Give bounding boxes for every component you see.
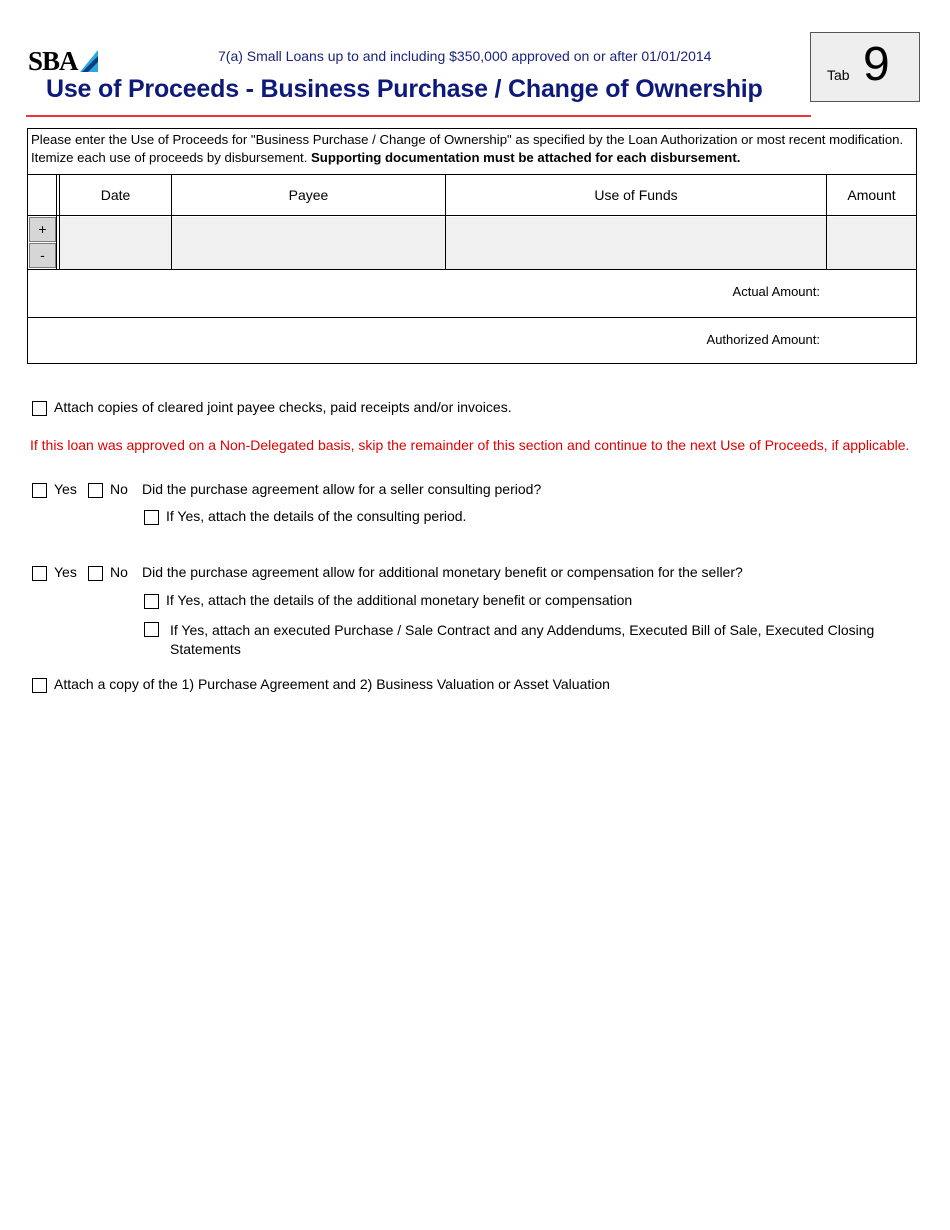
q1-yes-label: Yes xyxy=(54,481,77,497)
row-divider xyxy=(28,215,916,216)
tab-indicator xyxy=(810,32,920,102)
payee-input[interactable] xyxy=(172,217,445,269)
q2-attach1-checkbox[interactable] xyxy=(144,594,159,609)
q2-attach2-checkbox[interactable] xyxy=(144,622,159,637)
row-divider xyxy=(28,317,916,318)
col-divider xyxy=(56,174,57,269)
use-of-proceeds-table xyxy=(27,128,917,364)
attach-agreement-checkbox[interactable] xyxy=(32,678,47,693)
q1-attach-checkbox[interactable] xyxy=(144,510,159,525)
eagle-icon xyxy=(80,50,98,72)
authorized-amount-label: Authorized Amount: xyxy=(706,332,820,347)
q1-yes-checkbox[interactable] xyxy=(32,483,47,498)
q2-question: Did the purchase agreement allow for additional monetary benefit or compensation for the seller? xyxy=(142,564,743,580)
tab-label: Tab xyxy=(827,67,850,83)
row-divider xyxy=(28,269,916,270)
column-header-payee: Payee xyxy=(288,187,329,203)
column-header-use-of-funds: Use of Funds xyxy=(594,187,678,203)
subtitle: 7(a) Small Loans up to and including $350,000 approved on or after 01/01/2014 xyxy=(218,48,712,64)
q2-no-checkbox[interactable] xyxy=(88,566,103,581)
page-title: Use of Proceeds - Business Purchase / Change of Ownership xyxy=(46,75,763,103)
q2-attach2-label: If Yes, attach an executed Purchase / Sale Contract and any Addendums, Executed Bill of Sale, Executed Closing Statements xyxy=(170,622,875,657)
actual-amount-label: Actual Amount: xyxy=(732,284,820,299)
q2-no-label: No xyxy=(110,564,128,580)
title-divider xyxy=(26,115,811,117)
non-delegated-notice: If this loan was approved on a Non-Delegated basis, skip the remainder of this section and continue to the next Use of Proceeds, if applicable. xyxy=(30,437,910,453)
q2-yes-label: Yes xyxy=(54,564,77,580)
remove-row-button[interactable]: - xyxy=(29,243,56,268)
date-input[interactable] xyxy=(60,217,171,269)
instructions xyxy=(31,131,915,167)
add-row-button[interactable]: + xyxy=(29,217,56,242)
instructions-text: Please enter the Use of Proceeds for "Business Purchase / Change of Ownership" as specified by the Loan Authorization or most recent modification. Itemize each use of proceeds by disbursement. xyxy=(31,132,904,165)
instructions-bold: Supporting documentation must be attached for each disbursement. xyxy=(311,150,741,165)
q1-attach-label: If Yes, attach the details of the consulting period. xyxy=(166,508,467,524)
q1-no-checkbox[interactable] xyxy=(88,483,103,498)
column-header-amount: Amount xyxy=(847,187,896,203)
q2-attach1-label: If Yes, attach the details of the additional monetary benefit or compensation xyxy=(166,592,633,608)
sba-logo xyxy=(28,46,98,76)
q1-question: Did the purchase agreement allow for a seller consulting period? xyxy=(142,481,542,497)
q1-no-label: No xyxy=(110,481,128,497)
amount-input[interactable] xyxy=(827,217,916,269)
use-of-funds-input[interactable] xyxy=(446,217,826,269)
q2-yes-checkbox[interactable] xyxy=(32,566,47,581)
tab-number: 9 xyxy=(863,38,890,91)
logo-text: SBA xyxy=(28,46,78,76)
attach-checks-label: Attach copies of cleared joint payee checks, paid receipts and/or invoices. xyxy=(54,399,512,415)
attach-agreement-label: Attach a copy of the 1) Purchase Agreement and 2) Business Valuation or Asset Valuation xyxy=(54,676,610,692)
column-header-date: Date xyxy=(100,187,131,203)
attach-checks-checkbox[interactable] xyxy=(32,401,47,416)
